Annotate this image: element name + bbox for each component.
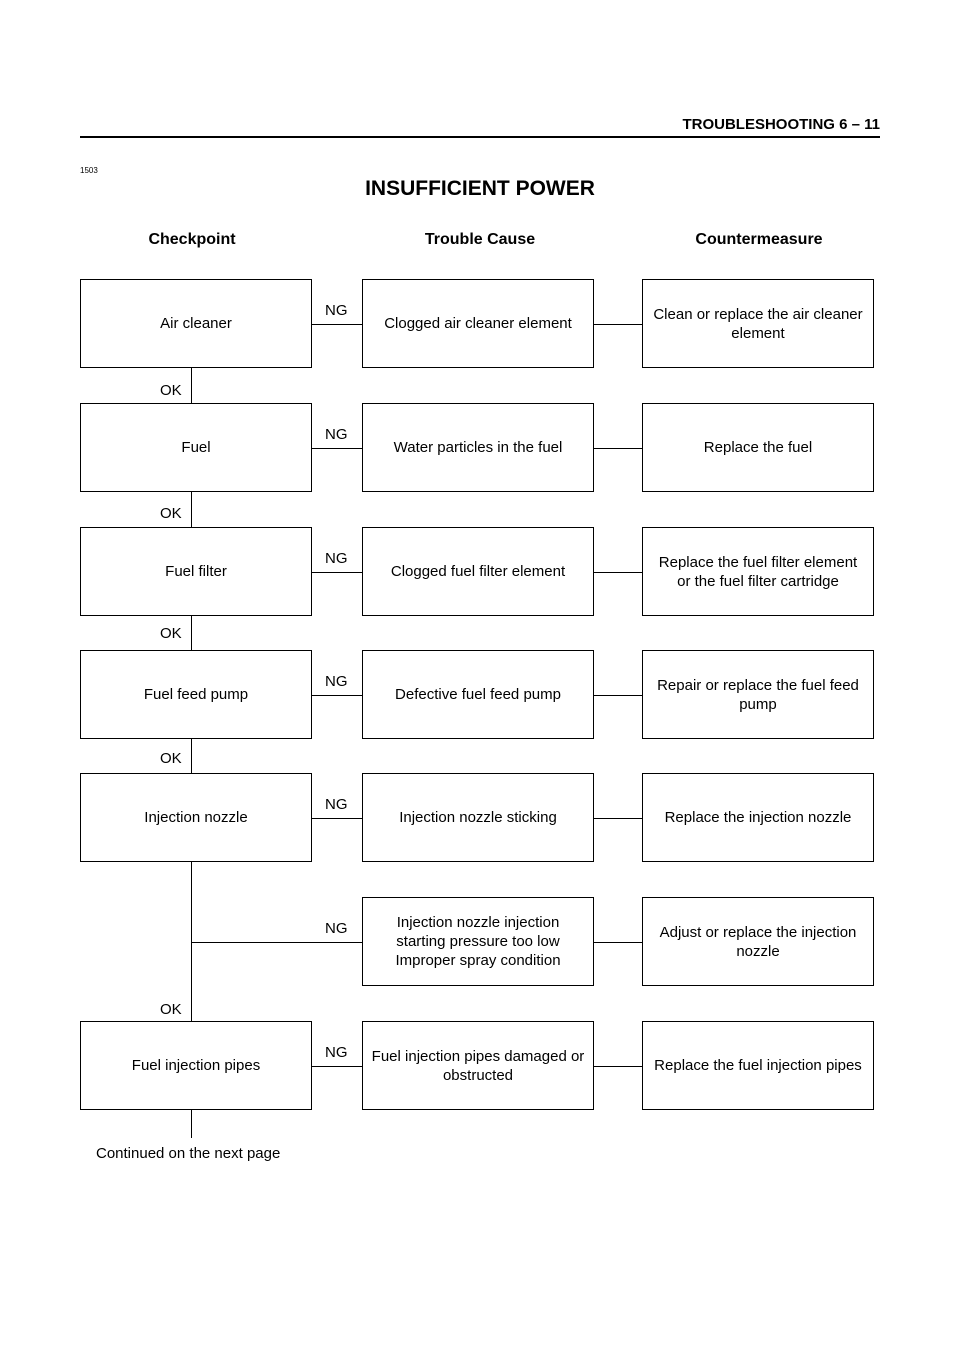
header-rule bbox=[80, 136, 880, 138]
countermeasure-label: Adjust or replace the injection nozzle bbox=[659, 923, 857, 960]
countermeasure-label: Replace the fuel filter element or the fuel filter cartridge bbox=[658, 553, 858, 590]
column-header-countermeasure: Countermeasure bbox=[695, 231, 823, 248]
checkpoint-label: Fuel feed pump bbox=[143, 686, 249, 703]
continue-connector bbox=[191, 1110, 192, 1138]
ok-label: OK bbox=[160, 625, 182, 642]
countermeasure-label: Replace the fuel injection pipes bbox=[654, 1057, 862, 1074]
ng-connector bbox=[312, 1066, 362, 1067]
column-header-checkpoint: Checkpoint bbox=[148, 231, 236, 248]
cause-label: Fuel injection pipes damaged or obstructed bbox=[371, 1047, 585, 1084]
ok-label: OK bbox=[160, 750, 182, 767]
ok-connector bbox=[191, 739, 192, 773]
cause-box bbox=[362, 279, 594, 368]
checkpoint-box bbox=[80, 1021, 312, 1110]
remedy-connector bbox=[594, 942, 642, 943]
countermeasure-label: Repair or replace the fuel feed pump bbox=[657, 676, 859, 713]
ng-connector bbox=[312, 818, 362, 819]
checkpoint-box bbox=[80, 650, 312, 739]
countermeasure-label: Replace the fuel bbox=[703, 439, 813, 456]
remedy-connector bbox=[594, 324, 642, 325]
cause-box bbox=[362, 403, 594, 492]
countermeasure-box bbox=[642, 527, 874, 616]
checkpoint-box bbox=[80, 279, 312, 368]
ok-label: OK bbox=[160, 505, 182, 522]
cause-box bbox=[362, 650, 594, 739]
cause-label: Water particles in the fuel bbox=[393, 439, 563, 456]
ok-connector bbox=[191, 368, 192, 403]
cause-box bbox=[362, 527, 594, 616]
ok-label: OK bbox=[160, 382, 182, 399]
ok-label: OK bbox=[160, 1001, 182, 1018]
countermeasure-box bbox=[642, 1021, 874, 1110]
checkpoint-box bbox=[80, 403, 312, 492]
checkpoint-label: Fuel bbox=[181, 439, 211, 456]
ng-label: NG bbox=[325, 796, 348, 813]
ng-label: NG bbox=[325, 550, 348, 567]
checkpoint-box bbox=[80, 527, 312, 616]
cause-box bbox=[362, 773, 594, 862]
countermeasure-label: Clean or replace the air cleaner element bbox=[653, 305, 863, 342]
checkpoint-label: Fuel filter bbox=[165, 563, 227, 580]
countermeasure-box bbox=[642, 773, 874, 862]
ok-connector bbox=[191, 492, 192, 527]
figure-code: 1503 bbox=[80, 166, 98, 175]
cause-label: Injection nozzle sticking bbox=[399, 809, 557, 826]
countermeasure-box bbox=[642, 279, 874, 368]
ng-label: NG bbox=[325, 673, 348, 690]
countermeasure-box bbox=[642, 650, 874, 739]
continued-note: Continued on the next page bbox=[96, 1145, 281, 1162]
cause-label: Defective fuel feed pump bbox=[395, 686, 561, 703]
ok-connector bbox=[191, 616, 192, 650]
remedy-connector bbox=[594, 695, 642, 696]
checkpoint-label: Fuel injection pipes bbox=[131, 1057, 261, 1074]
ok-connector bbox=[191, 862, 192, 1021]
cause-box bbox=[362, 1021, 594, 1110]
ng-connector bbox=[312, 695, 362, 696]
section-header: TROUBLESHOOTING 6 – 11 bbox=[682, 116, 880, 133]
column-header-trouble-cause: Trouble Cause bbox=[424, 231, 536, 248]
cause-box bbox=[362, 897, 594, 986]
ng-label: NG bbox=[325, 426, 348, 443]
countermeasure-box bbox=[642, 403, 874, 492]
countermeasure-box bbox=[642, 897, 874, 986]
remedy-connector bbox=[594, 818, 642, 819]
countermeasure-label: Replace the injection nozzle bbox=[664, 809, 852, 826]
ng-connector bbox=[312, 324, 362, 325]
ng-connector bbox=[312, 448, 362, 449]
page-title: INSUFFICIENT POWER bbox=[365, 177, 595, 200]
ng-connector bbox=[191, 942, 362, 943]
ng-label: NG bbox=[325, 302, 348, 319]
checkpoint-label: Injection nozzle bbox=[144, 809, 248, 826]
ng-connector bbox=[312, 572, 362, 573]
remedy-connector bbox=[594, 448, 642, 449]
cause-label: Injection nozzle injection starting pressure too low Improper spray condition bbox=[395, 914, 561, 969]
remedy-connector bbox=[594, 1066, 642, 1067]
cause-label: Clogged air cleaner element bbox=[384, 315, 572, 332]
ng-label: NG bbox=[325, 1044, 348, 1061]
remedy-connector bbox=[594, 572, 642, 573]
checkpoint-box bbox=[80, 773, 312, 862]
ng-label: NG bbox=[325, 920, 348, 937]
checkpoint-label: Air cleaner bbox=[160, 315, 232, 332]
cause-label: Clogged fuel filter element bbox=[390, 563, 566, 580]
